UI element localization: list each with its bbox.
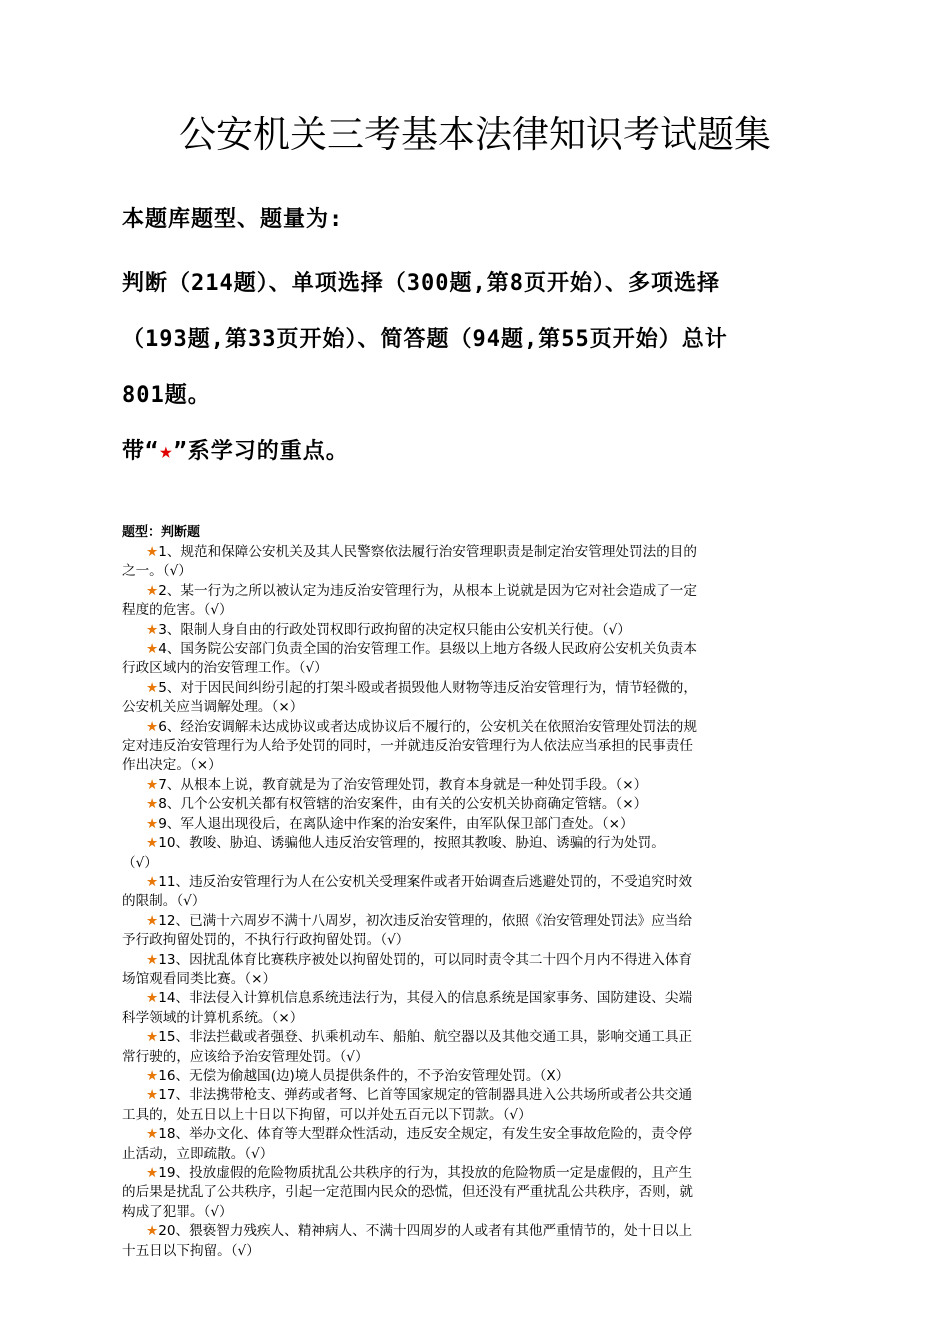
question-line: 行政区域内的治安管理工作。（√） bbox=[122, 660, 328, 677]
question-text: 7、从根本上说，教育就是为了治安管理处罚，教育本身就是一种处罚手段。（×） bbox=[158, 776, 648, 793]
question-text: 10、教唆、胁迫、诱骗他人违反治安管理的，按照其教唆、胁迫、诱骗的行为处罚。 bbox=[158, 835, 665, 852]
question-line bbox=[122, 951, 830, 970]
question-line bbox=[122, 543, 830, 562]
question-line bbox=[122, 815, 830, 834]
question-line: 的限制。（√） bbox=[122, 893, 206, 910]
question-item bbox=[122, 912, 830, 951]
intro-line: （193题,第33页开始）、简答题（94题,第55页开始）总计 bbox=[122, 327, 728, 352]
question-line: 公安机关应当调解处理。（×） bbox=[122, 699, 304, 716]
question-line: 之一。（√） bbox=[122, 563, 192, 580]
question-line: 定对违反治安管理行为人给予处罚的同时，一并就违反治安管理行为人依法应当承担的民事责任 bbox=[122, 738, 693, 755]
question-text: 14、非法侵入计算机信息系统违法行为，其侵入的信息系统是国家事务、国防建设、尖端 bbox=[158, 990, 693, 1007]
question-text: 18、举办文化、体育等大型群众性活动，违反安全规定，有发生安全事故危险的，责令停 bbox=[158, 1126, 693, 1143]
question-line bbox=[122, 718, 830, 737]
star-icon: ★ bbox=[146, 835, 159, 852]
star-icon: ★ bbox=[146, 1029, 159, 1046]
star-icon: ★ bbox=[146, 1165, 159, 1181]
question-text: 9、军人退出现役后，在离队途中作案的治安案件，由军队保卫部门查处。（×） bbox=[158, 815, 634, 832]
question-line bbox=[122, 1067, 830, 1086]
question-line bbox=[122, 679, 830, 698]
question-item bbox=[122, 795, 830, 814]
question-text: 19、投放虚假的危险物质扰乱公共秩序的行为，其投放的危险物质一定是虚假的，且产生 bbox=[158, 1165, 693, 1181]
question-item bbox=[122, 1164, 830, 1222]
question-item bbox=[122, 1086, 830, 1125]
question-item bbox=[122, 582, 830, 621]
question-line bbox=[122, 834, 830, 853]
question-line bbox=[122, 582, 830, 601]
question-item bbox=[122, 1125, 830, 1164]
question-text: 20、猥亵智力残疾人、精神病人、不满十四周岁的人或者有其他严重情节的，处十日以上 bbox=[158, 1223, 693, 1240]
question-line bbox=[122, 776, 830, 795]
star-icon: ★ bbox=[146, 796, 159, 813]
question-text: 16、无偿为偷越国(边)境人员提供条件的，不予治安管理处罚。（X） bbox=[158, 1067, 570, 1084]
section-label: 题型：判断题 bbox=[122, 525, 201, 540]
question-line bbox=[122, 1086, 830, 1105]
question-text: 1、规范和保障公安机关及其人民警察依法履行治安管理职责是制定治安管理处罚法的目的 bbox=[158, 544, 697, 560]
question-line: 科学领域的计算机系统。（×） bbox=[122, 1009, 304, 1026]
question-item bbox=[122, 834, 830, 873]
question-item bbox=[122, 776, 830, 795]
intro-line: 801题。 bbox=[122, 383, 211, 408]
question-line bbox=[122, 1164, 830, 1183]
question-item bbox=[122, 1028, 830, 1067]
question-line: 场馆观看同类比赛。（×） bbox=[122, 970, 277, 987]
star-icon: ★ bbox=[146, 1126, 159, 1143]
question-line: 十五日以下拘留。（√） bbox=[122, 1242, 260, 1259]
question-item bbox=[122, 640, 830, 679]
question-line bbox=[122, 1125, 830, 1144]
question-text: 8、几个公安机关都有权管辖的治安案件，由有关的公安机关协商确定管辖。（×） bbox=[158, 796, 648, 813]
question-line bbox=[122, 873, 830, 892]
star-icon: ★ bbox=[146, 1223, 159, 1240]
question-item bbox=[122, 543, 830, 582]
question-line: 工具的，处五日以上十日以下拘留，可以并处五百元以下罚款。（√） bbox=[122, 1106, 532, 1123]
question-text: 15、非法拦截或者强登、扒乘机动车、船舶、航空器以及其他交通工具，影响交通工具正 bbox=[158, 1029, 693, 1046]
star-icon: ★ bbox=[146, 621, 159, 638]
question-item bbox=[122, 1222, 830, 1261]
question-line: 止活动，立即疏散。（√） bbox=[122, 1145, 274, 1162]
question-line bbox=[122, 621, 830, 640]
star-icon: ★ bbox=[146, 912, 159, 929]
key-note bbox=[122, 434, 830, 470]
question-item bbox=[122, 873, 830, 912]
star-icon: ★ bbox=[146, 1067, 159, 1084]
star-icon: ★ bbox=[146, 1087, 159, 1104]
document-title: 公安机关三考基本法律知识考试题集 bbox=[179, 113, 771, 156]
star-icon: ★ bbox=[146, 641, 159, 658]
question-line bbox=[122, 640, 830, 659]
question-line: 作出决定。（×） bbox=[122, 757, 222, 774]
key-note-suffix: ”系学习的重点。 bbox=[173, 439, 349, 464]
question-line bbox=[122, 795, 830, 814]
question-text: 4、国务院公安部门负责全国的治安管理工作。县级以上地方各级人民政府公安机关负责本 bbox=[158, 641, 697, 658]
question-line bbox=[122, 1028, 830, 1047]
key-note-prefix: 带“ bbox=[122, 439, 160, 464]
question-list bbox=[122, 543, 830, 1261]
question-item bbox=[122, 815, 830, 834]
question-text: 11、违反治安管理行为人在公安机关受理案件或者开始调查后逃避处罚的，不受追究时效 bbox=[158, 873, 693, 890]
question-line: 构成了犯罪。（√） bbox=[122, 1203, 233, 1220]
question-line bbox=[122, 1222, 830, 1241]
question-item bbox=[122, 718, 830, 776]
intro-body bbox=[122, 256, 830, 424]
question-text: 12、已满十六周岁不满十八周岁，初次违反治安管理的，依照《治安管理处罚法》应当给 bbox=[158, 912, 693, 929]
question-line: 的后果是扰乱了公共秩序，引起一定范围内民众的恐慌，但还没有严重扰乱公共秩序，否则，就 bbox=[122, 1184, 693, 1201]
star-icon: ★ bbox=[146, 873, 159, 890]
star-icon: ★ bbox=[146, 718, 159, 735]
question-line: 常行驶的，应该给予治安管理处罚。（√） bbox=[122, 1048, 369, 1065]
question-line bbox=[122, 989, 830, 1008]
intro-heading: 本题库题型、题量为: bbox=[122, 207, 344, 232]
question-line: 程度的危害。（√） bbox=[122, 602, 233, 619]
question-text: 6、经治安调解未达成协议或者达成协议后不履行的，公安机关在依照治安管理处罚法的规 bbox=[158, 718, 697, 735]
question-text: 5、对于因民间纠纷引起的打架斗殴或者损毁他人财物等违反治安管理行为，情节轻微的， bbox=[158, 679, 697, 696]
question-text: 2、某一行为之所以被认定为违反治安管理行为，从根本上说就是因为它对社会造成了一定 bbox=[158, 582, 697, 599]
question-line bbox=[122, 912, 830, 931]
star-icon: ★ bbox=[159, 439, 174, 464]
question-line: 予行政拘留处罚的，不执行行政拘留处罚。（√） bbox=[122, 932, 410, 949]
question-item bbox=[122, 1067, 830, 1086]
star-icon: ★ bbox=[146, 990, 159, 1007]
question-text: 3、限制人身自由的行政处罚权即行政拘留的决定权只能由公安机关行使。（√） bbox=[158, 621, 631, 638]
question-text: 13、因扰乱体育比赛秩序被处以拘留处罚的，可以同时责令其二十四个月内不得进入体育 bbox=[158, 951, 693, 968]
star-icon: ★ bbox=[146, 815, 159, 832]
question-item bbox=[122, 989, 830, 1028]
question-item bbox=[122, 679, 830, 718]
question-line: （√） bbox=[122, 854, 158, 871]
question-item bbox=[122, 621, 830, 640]
star-icon: ★ bbox=[146, 776, 159, 793]
star-icon: ★ bbox=[146, 544, 159, 560]
question-item bbox=[122, 951, 830, 990]
star-icon: ★ bbox=[146, 582, 159, 599]
question-text: 17、非法携带枪支、弹药或者弩、匕首等国家规定的管制器具进入公共场所或者公共交通 bbox=[158, 1087, 693, 1104]
star-icon: ★ bbox=[146, 679, 159, 696]
star-icon: ★ bbox=[146, 951, 159, 968]
intro-line: 判断（214题）、单项选择（300题,第8页开始）、多项选择 bbox=[122, 271, 720, 296]
